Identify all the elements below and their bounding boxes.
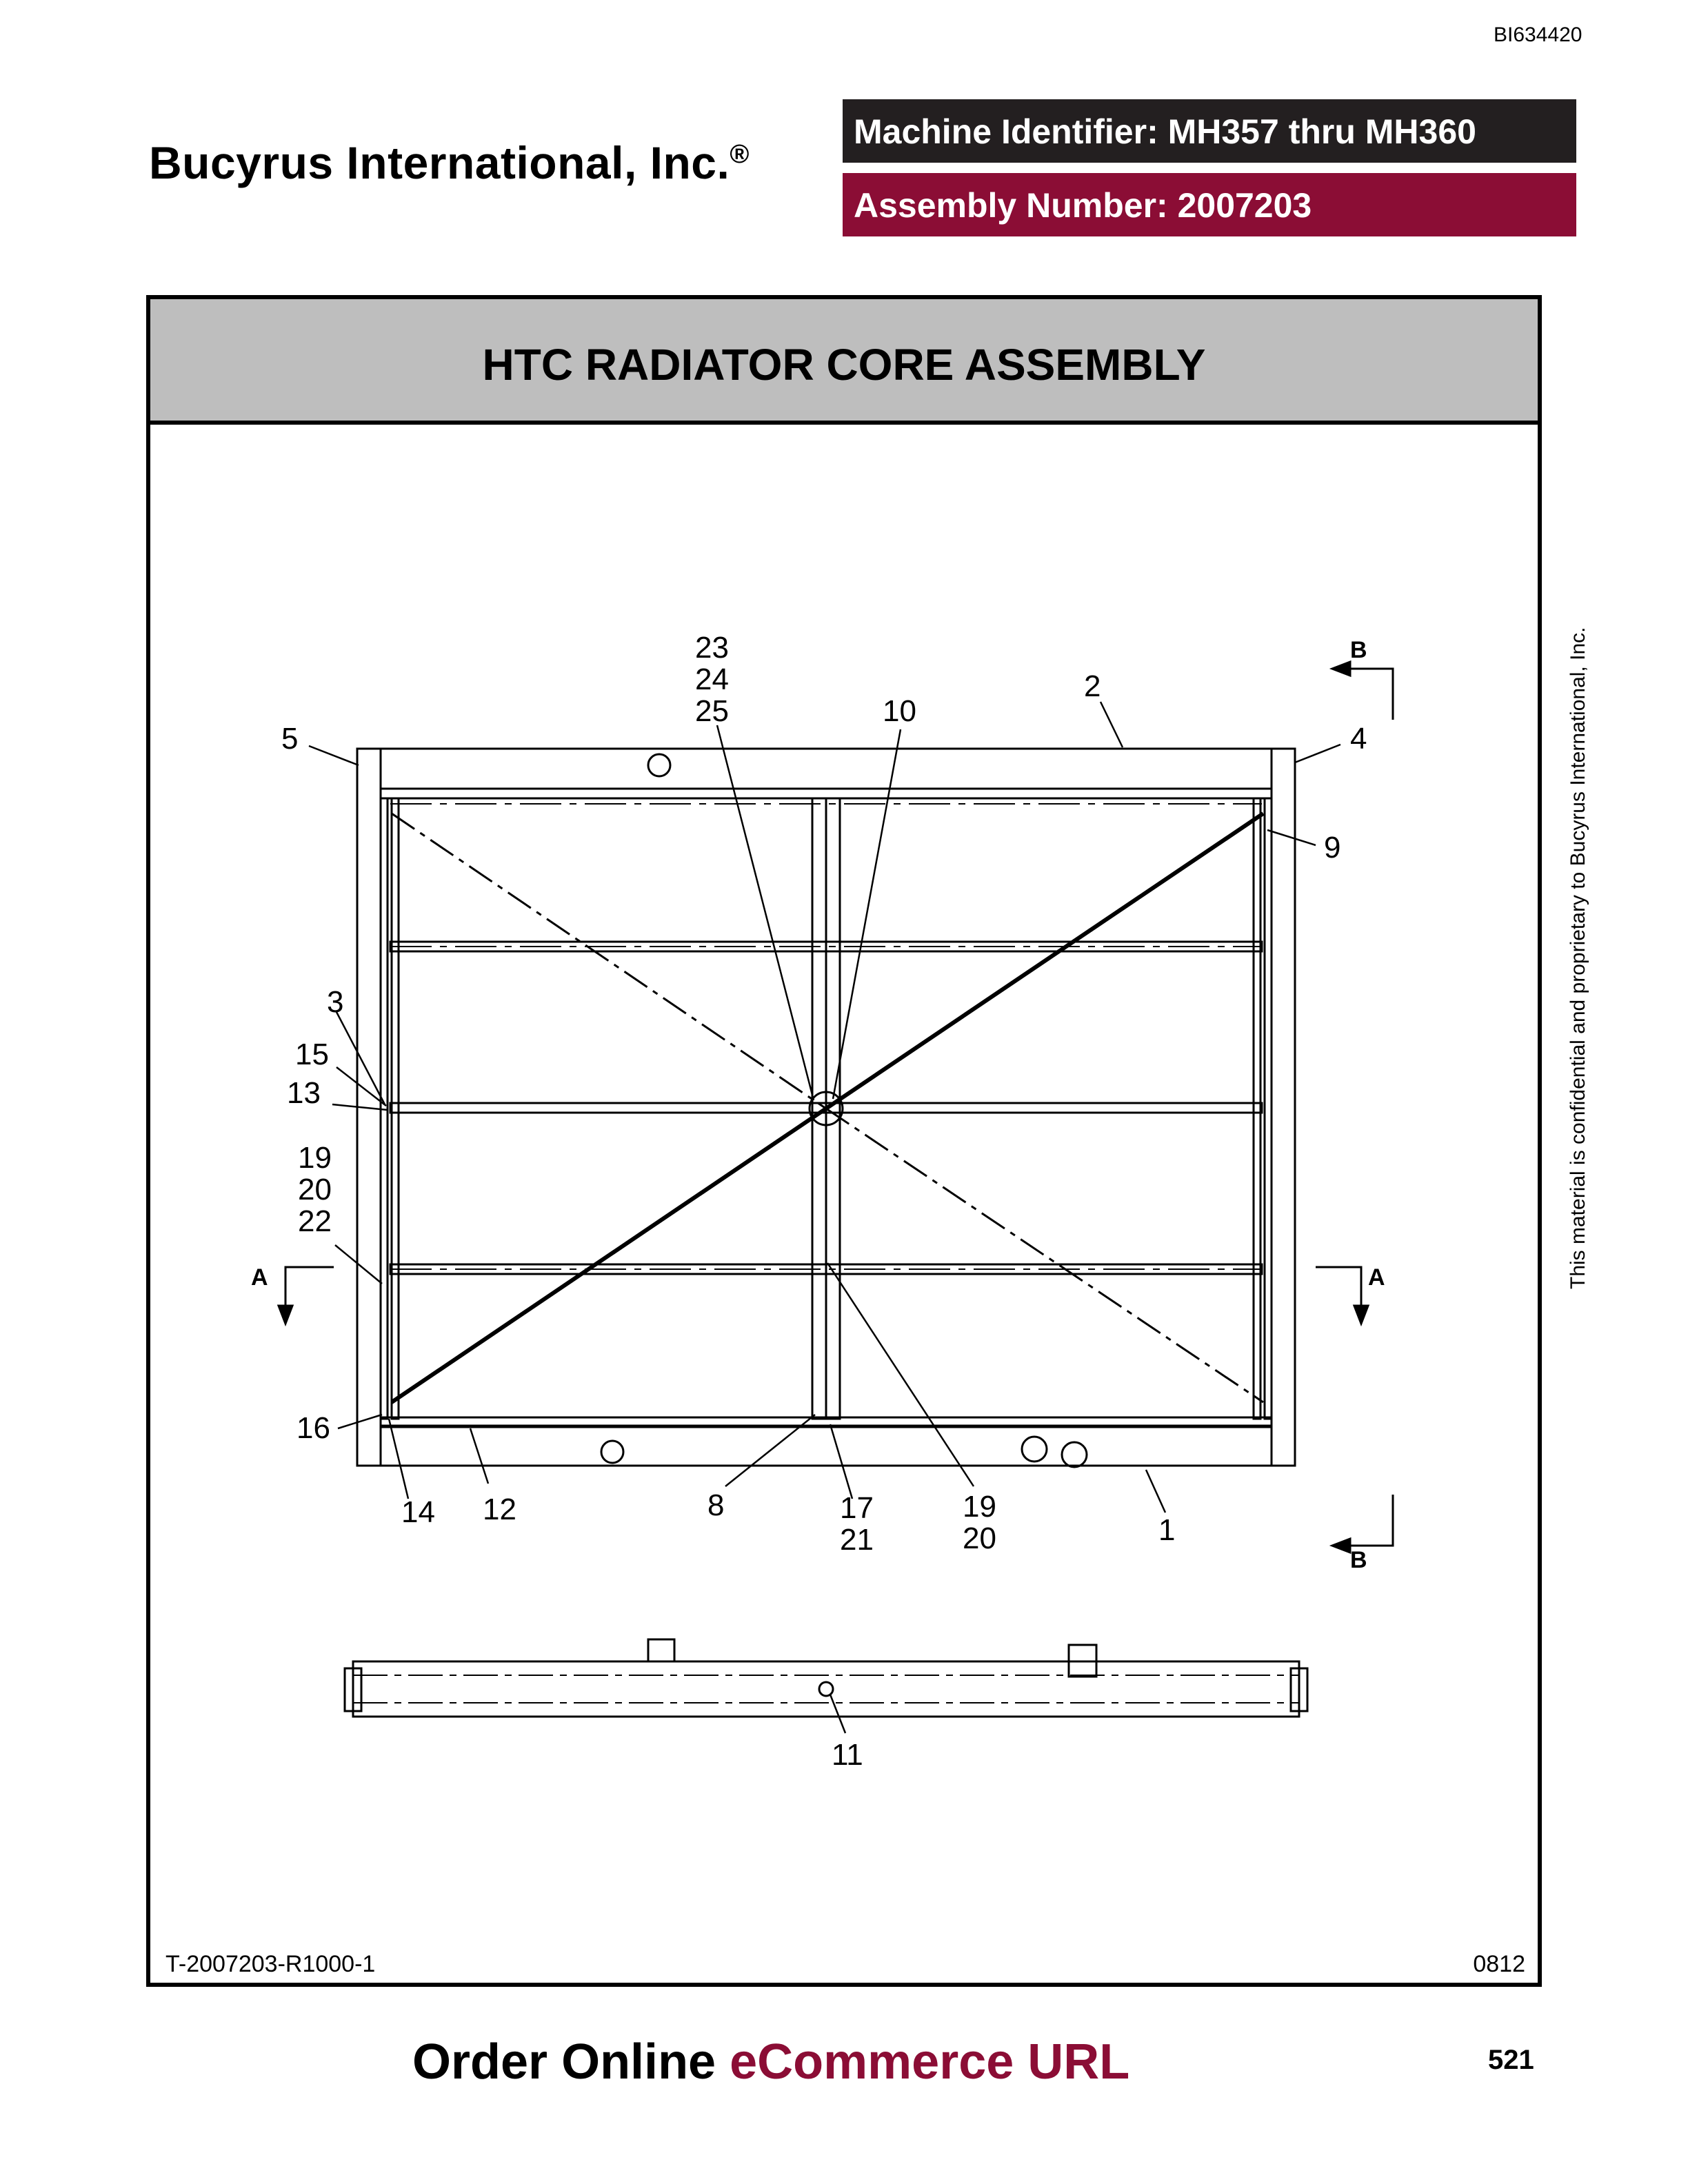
bottom-port-1 xyxy=(601,1441,623,1463)
callout-1: 1 xyxy=(1158,1513,1176,1547)
callout-2: 2 xyxy=(1084,669,1101,703)
section-a-left-arrowhead xyxy=(279,1306,292,1324)
bottom-port-3 xyxy=(1062,1442,1087,1467)
drawing-title: HTC RADIATOR CORE ASSEMBLY xyxy=(482,340,1206,390)
revision-code: 0812 xyxy=(1473,1951,1525,1977)
assembly-number-bar: Assembly Number: 2007203 xyxy=(843,173,1576,236)
callout-4: 4 xyxy=(1350,722,1367,756)
callout-23: 23 xyxy=(695,631,729,665)
leader-1 xyxy=(1146,1470,1165,1513)
registered-mark: ® xyxy=(730,140,750,169)
leader-9 xyxy=(1267,830,1316,845)
callout-3: 3 xyxy=(327,985,344,1019)
leader-16 xyxy=(338,1415,382,1428)
leader-10 xyxy=(833,729,901,1099)
section-b-top-marker xyxy=(1339,669,1393,720)
radiator-drawing xyxy=(150,299,1538,1983)
callout-24: 24 xyxy=(695,663,729,696)
callout-8: 8 xyxy=(707,1488,725,1522)
brace-solid-1 xyxy=(826,813,1263,1109)
leader-17-21 xyxy=(830,1424,852,1499)
leader-14 xyxy=(389,1419,408,1499)
leader-15 xyxy=(336,1067,386,1106)
brace-dashed-1 xyxy=(392,813,826,1109)
leader-4 xyxy=(1295,745,1340,762)
section-a-left-marker xyxy=(285,1267,334,1315)
callout-20-right: 20 xyxy=(963,1521,996,1555)
section-label-b-bottom: B xyxy=(1350,1547,1367,1573)
bottom-port-2 xyxy=(1022,1437,1047,1462)
right-side-bar xyxy=(1265,798,1272,1419)
callout-21: 21 xyxy=(840,1523,874,1557)
company-name-text: Bucyrus International, Inc. xyxy=(149,137,730,188)
confidentiality-note: This material is confidential and proprietary to Bucyrus International, Inc. xyxy=(1567,627,1589,1289)
left-side-bar-2 xyxy=(392,798,399,1419)
leader-12 xyxy=(470,1428,488,1484)
brace-dashed-2 xyxy=(826,1109,1263,1402)
section-label-a-left: A xyxy=(251,1264,268,1291)
bottom-tank xyxy=(381,1426,1272,1466)
top-port xyxy=(648,754,670,776)
leader-3 xyxy=(336,1012,385,1104)
callout-10: 10 xyxy=(883,694,916,728)
order-online-text: Order Online xyxy=(412,2034,730,2090)
leader-19-22 xyxy=(335,1245,382,1284)
leader-13 xyxy=(332,1104,388,1110)
top-tank-inner xyxy=(381,789,1272,798)
leader-2 xyxy=(1101,702,1123,747)
bottom-view-plug xyxy=(819,1682,833,1696)
machine-identifier-bar: Machine Identifier: MH357 thru MH360 xyxy=(843,99,1576,163)
right-side-frame xyxy=(1272,749,1295,1466)
document-id: BI634420 xyxy=(1494,23,1582,46)
callout-22: 22 xyxy=(298,1204,332,1238)
callout-13: 13 xyxy=(287,1076,321,1110)
top-tank xyxy=(381,749,1272,789)
company-name xyxy=(149,136,750,189)
leader-11 xyxy=(830,1695,845,1733)
callout-9: 9 xyxy=(1324,831,1341,865)
order-online-line xyxy=(412,2034,1129,2090)
section-label-b-top: B xyxy=(1350,637,1367,663)
leader-19-20 xyxy=(827,1263,974,1486)
section-b-bottom-arrowhead xyxy=(1332,1539,1350,1553)
leader-5 xyxy=(309,746,359,765)
right-side-bar-2 xyxy=(1254,798,1260,1419)
callout-12: 12 xyxy=(483,1493,516,1526)
callout-14: 14 xyxy=(401,1495,435,1529)
callout-19-right: 19 xyxy=(963,1490,996,1524)
drawing-frame xyxy=(146,295,1542,1987)
brace-solid-2 xyxy=(392,1109,826,1402)
callout-19-left: 19 xyxy=(298,1141,332,1175)
bottom-view-body xyxy=(353,1661,1299,1717)
section-b-bottom-marker xyxy=(1339,1495,1393,1546)
callout-5: 5 xyxy=(281,722,299,756)
section-label-a-right: A xyxy=(1368,1264,1385,1291)
section-a-right-arrowhead xyxy=(1354,1306,1368,1324)
section-b-top-arrowhead xyxy=(1332,662,1350,676)
callout-11: 11 xyxy=(832,1738,863,1772)
callout-25: 25 xyxy=(695,694,729,728)
callout-20-left: 20 xyxy=(298,1173,332,1206)
bottom-view-port-1 xyxy=(648,1639,674,1661)
callout-17: 17 xyxy=(840,1491,874,1525)
callout-16: 16 xyxy=(297,1411,330,1445)
page-number: 521 xyxy=(1488,2045,1534,2075)
drawing-number: T-2007203-R1000-1 xyxy=(165,1951,376,1977)
ecommerce-url-link[interactable]: eCommerce URL xyxy=(730,2034,1130,2090)
callout-15: 15 xyxy=(295,1038,329,1071)
